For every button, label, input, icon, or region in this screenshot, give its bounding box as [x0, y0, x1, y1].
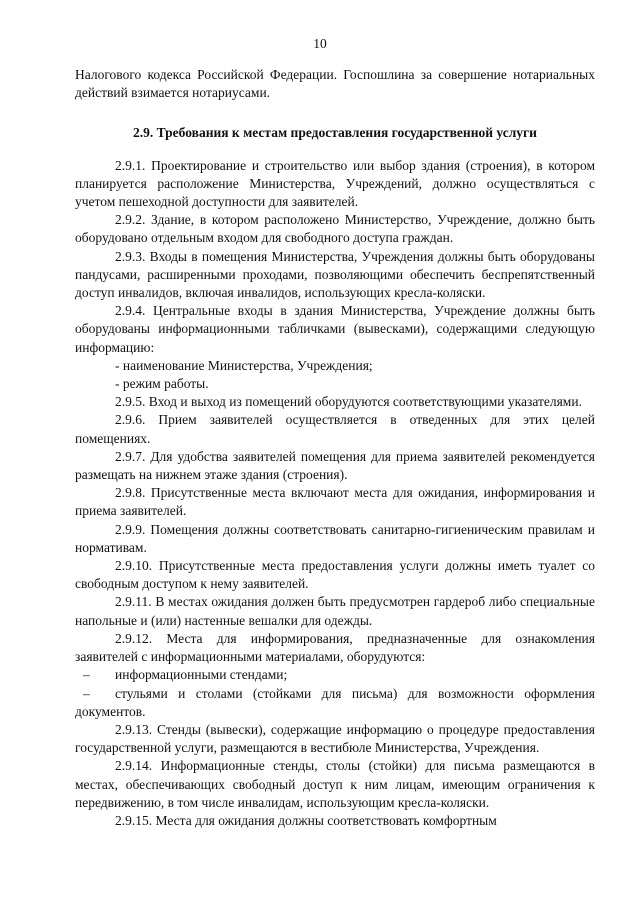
paragraph-2-9-13: 2.9.13. Стенды (вывески), содержащие информацию о процедуре предоставления государственной услуги, размещаются в вестибюле Министерства, Учреждения. — [75, 721, 595, 756]
paragraph-2-9-7: 2.9.7. Для удобства заявителей помещения для приема заявителей рекомендуется размещать на нижнем этаже здания (строения). — [75, 448, 595, 483]
page-number: 10 — [313, 36, 327, 51]
list-dash: – — [83, 667, 90, 683]
list-item: - режим работы. — [115, 376, 209, 392]
paragraph-2-9-6: 2.9.6. Прием заявителей осуществляется в отведенных для этих целей помещениях. — [75, 412, 595, 446]
paragraph-2-9-1: 2.9.1. Проектирование и строительство или выбор здания (строения), в котором планируется расположение Министерства, Учреждений, должно осуществляться с учетом пешеходной доступности для заявителей. — [75, 157, 595, 210]
paragraph-2-9-12: 2.9.12. Места для информирования, предназначенные для ознакомления заявителей с информационными материалами, оборудуются: — [75, 630, 595, 665]
document-body — [75, 66, 595, 830]
section-heading: 2.9. Требования к местам предоставления государственной услуги — [133, 125, 537, 141]
list-item-text: информационными стендами; — [115, 667, 288, 683]
paragraph-2-9-10: 2.9.10. Присутственные места предоставления услуги должны иметь туалет со свободным доступом к нему заявителей. — [75, 558, 595, 592]
list-dash: – — [83, 685, 90, 701]
paragraph-2-9-15: 2.9.15. Места для ожидания должны соответствовать комфортным — [115, 812, 497, 828]
list-item — [75, 685, 595, 721]
paragraph-2-9-4: 2.9.4. Центральные входы в здания Министерства, Учреждение должны быть оборудованы информационными табличками (вывесками), содержащими следующую информацию: — [75, 303, 595, 355]
list-item-text: стульями и столами (стойками для письма) для возможности оформления документов. — [75, 685, 595, 719]
paragraph-2-9-5: 2.9.5. Вход и выход из помещений оборудуются соответствующими указателями. — [115, 394, 582, 410]
paragraph-2-9-11: 2.9.11. В местах ожидания должен быть предусмотрен гардероб либо специальные напольные и (или) настенные вешалки для одежды. — [75, 594, 595, 628]
list-item: - наименование Министерства, Учреждения; — [115, 357, 373, 373]
list-item — [75, 666, 595, 684]
paragraph-2-9-3: 2.9.3. Входы в помещения Министерства, Учреждения должны быть оборудованы пандусами, расширенными проходами, позволяющими обеспечить беспрепятственный доступ инвалидов, включая инвалидов, использующих кресла-коляски. — [75, 248, 595, 301]
paragraph-2-9-9: 2.9.9. Помещения должны соответствовать санитарно-гигиеническим правилам и нормативам. — [75, 521, 595, 555]
paragraph-2-9-8: 2.9.8. Присутственные места включают места для ожидания, информирования и приема заявителей. — [75, 485, 595, 519]
paragraph-2-9-14: 2.9.14. Информационные стенды, столы (стойки) для письма размещаются в местах, обеспечивающих свободный доступ к ним лицам, имеющим ограничения к передвижению, в том числе инвалидам, использующим кресла-коляски. — [75, 758, 595, 810]
paragraph-2-9-2: 2.9.2. Здание, в котором расположено Министерство, Учреждение, должно быть оборудовано отдельным входом для свободного доступа граждан. — [75, 212, 595, 246]
intro-paragraph: Налогового кодекса Российской Федерации. Госпошлина за совершение нотариальных действий взимается нотариусами. — [75, 67, 595, 101]
